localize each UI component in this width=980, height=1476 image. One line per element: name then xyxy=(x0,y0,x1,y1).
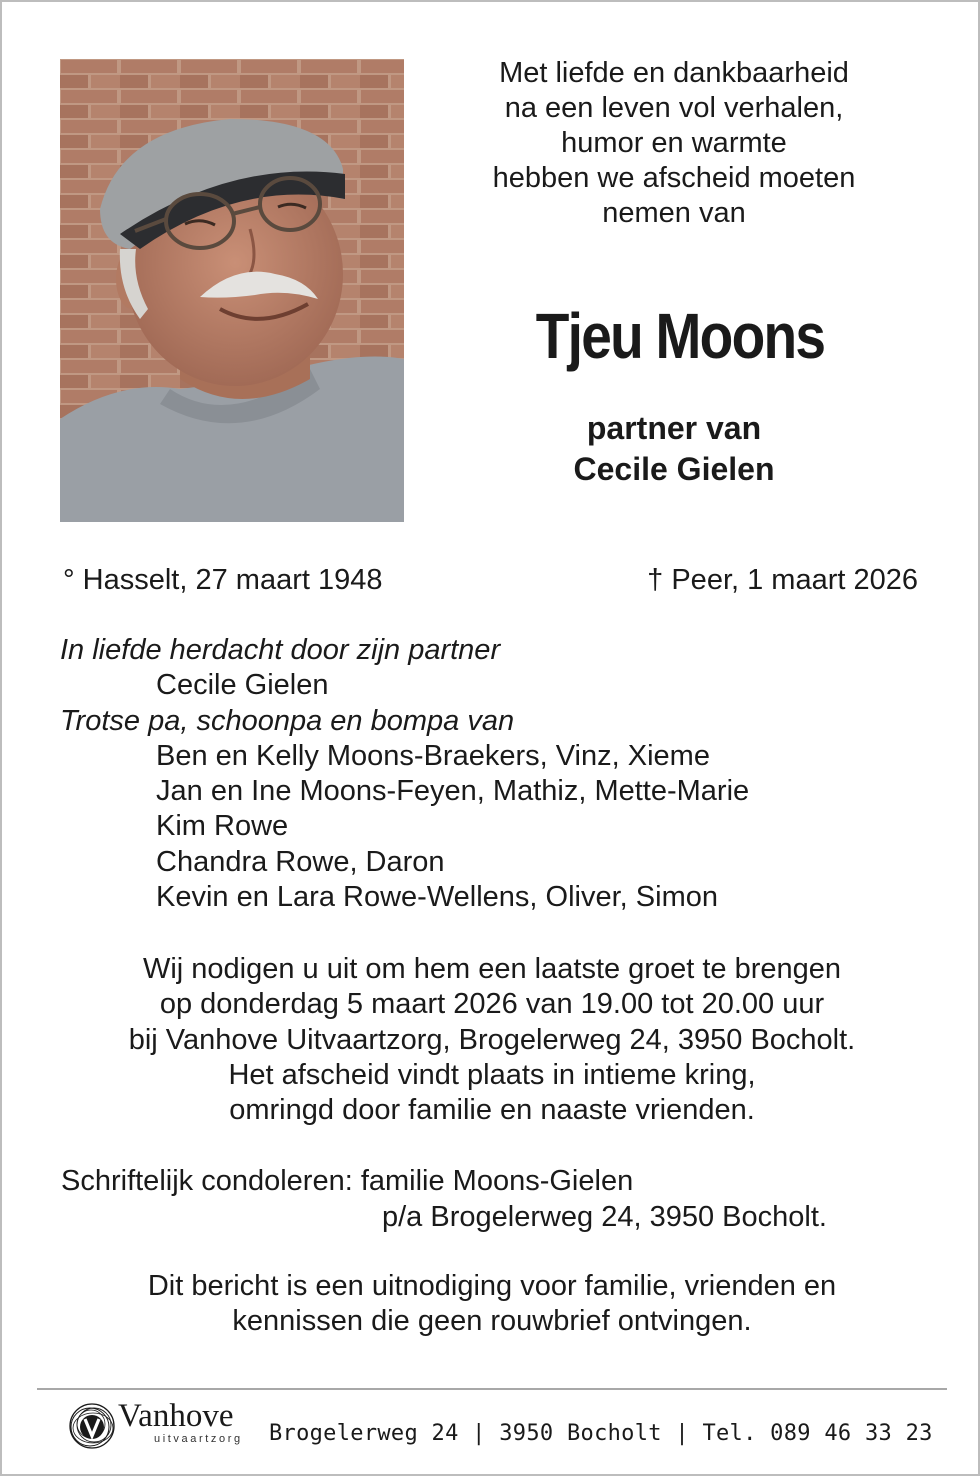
family-heading-children: Trotse pa, schoonpa en bompa van xyxy=(60,704,515,737)
notice-line: Dit bericht is een uitnodiging voor familie, vrienden en xyxy=(147,1270,837,1302)
family-member: Chandra Rowe, Daron xyxy=(156,845,445,878)
invitation-line: bij Vanhove Uitvaartzorg, Brogelerweg 24, 3950 Bocholt. xyxy=(128,1023,856,1056)
birth-date: ° Hasselt, 27 maart 1948 xyxy=(63,564,383,596)
logo-subtitle: uitvaartzorg xyxy=(154,1433,243,1445)
invitation-line: Het afscheid vindt plaats in intieme kring, xyxy=(228,1058,756,1091)
invitation-line: omringd door familie en naaste vrienden. xyxy=(229,1094,755,1127)
portrait-photo xyxy=(60,59,404,522)
family-member: Kevin en Lara Rowe-Wellens, Oliver, Simon xyxy=(156,881,718,914)
family-member: Ben en Kelly Moons-Braekers, Vinz, Xieme xyxy=(156,739,710,772)
portrait-image xyxy=(60,59,404,522)
intro-line: humor en warmte xyxy=(561,127,787,159)
family-member: Jan en Ine Moons-Feyen, Mathiz, Mette-Marie xyxy=(156,775,750,808)
condolence-address xyxy=(61,1163,827,1235)
intro-line: hebben we afscheid moeten xyxy=(492,162,856,194)
invitation-text xyxy=(42,952,942,1128)
vanhove-logo xyxy=(66,1398,256,1454)
death-date: † Peer, 1 maart 2026 xyxy=(647,564,918,596)
partner-block xyxy=(434,408,914,490)
footer-contact: Brogelerweg 24 | 3950 Bocholt | Tel. 089 46 33 23 xyxy=(269,1421,933,1446)
deceased-name: Tjeu Moons xyxy=(535,300,825,372)
family-partner-name: Cecile Gielen xyxy=(156,669,329,702)
footer-divider xyxy=(37,1388,947,1390)
invitation-line: op donderdag 5 maart 2026 van 19.00 tot 20.00 uur xyxy=(159,988,825,1021)
invitation-line: Wij nodigen u uit om hem een laatste groet te brengen xyxy=(142,953,842,985)
intro-line: nemen van xyxy=(602,197,746,229)
family-member: Kim Rowe xyxy=(156,810,289,843)
logo-name: Vanhove xyxy=(118,1398,234,1434)
family-heading-partner: In liefde herdacht door zijn partner xyxy=(60,634,501,666)
condolence-line: Schriftelijk condoleren: familie Moons-Gielen xyxy=(61,1165,634,1197)
notice-text xyxy=(42,1269,942,1340)
notice-line: kennissen die geen rouwbrief ontvingen. xyxy=(232,1305,752,1338)
condolence-address-line: p/a Brogelerweg 24, 3950 Bocholt. xyxy=(382,1201,827,1233)
partner-name: Cecile Gielen xyxy=(573,451,775,487)
intro-line: Met liefde en dankbaarheid xyxy=(499,57,849,89)
partner-label: partner van xyxy=(586,410,762,446)
family-list xyxy=(60,633,749,915)
vanhove-v-icon xyxy=(66,1400,118,1452)
intro-text xyxy=(434,56,914,231)
intro-line: na een leven vol verhalen, xyxy=(504,92,844,124)
